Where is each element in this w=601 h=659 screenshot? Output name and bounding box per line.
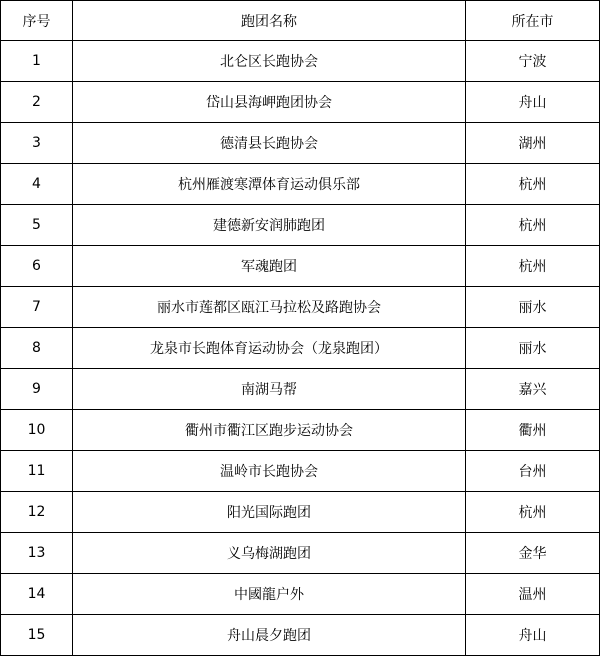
table-row — [1, 492, 600, 533]
cell-club-name: 舟山晨夕跑团 — [73, 615, 466, 656]
cell-city: 衢州 — [466, 410, 600, 451]
cell-number: 6 — [1, 246, 73, 287]
cell-club-name: 丽水市莲都区瓯江马拉松及路跑协会 — [73, 287, 466, 328]
cell-city: 丽水 — [466, 287, 600, 328]
table-row — [1, 451, 600, 492]
cell-number: 10 — [1, 410, 73, 451]
table-row — [1, 246, 600, 287]
cell-club-name: 南湖马帮 — [73, 369, 466, 410]
cell-city: 舟山 — [466, 615, 600, 656]
cell-city: 杭州 — [466, 164, 600, 205]
cell-city: 杭州 — [466, 492, 600, 533]
header-city: 所在市 — [466, 1, 600, 41]
table-row — [1, 615, 600, 656]
cell-city: 丽水 — [466, 328, 600, 369]
cell-club-name: 温岭市长跑协会 — [73, 451, 466, 492]
cell-city: 杭州 — [466, 205, 600, 246]
cell-city: 嘉兴 — [466, 369, 600, 410]
cell-number: 13 — [1, 533, 73, 574]
table-row — [1, 123, 600, 164]
cell-club-name: 衢州市衢江区跑步运动协会 — [73, 410, 466, 451]
table-row — [1, 287, 600, 328]
table-row — [1, 328, 600, 369]
cell-city: 杭州 — [466, 246, 600, 287]
cell-city: 宁波 — [466, 41, 600, 82]
cell-club-name: 中國龍户外 — [73, 574, 466, 615]
table-row — [1, 533, 600, 574]
cell-number: 2 — [1, 82, 73, 123]
cell-number: 7 — [1, 287, 73, 328]
cell-city: 台州 — [466, 451, 600, 492]
cell-club-name: 岱山县海岬跑团协会 — [73, 82, 466, 123]
header-club-name: 跑团名称 — [73, 1, 466, 41]
cell-city: 湖州 — [466, 123, 600, 164]
table-row — [1, 369, 600, 410]
cell-number: 9 — [1, 369, 73, 410]
header-number: 序号 — [1, 1, 73, 41]
cell-number: 1 — [1, 41, 73, 82]
cell-club-name: 义乌梅湖跑团 — [73, 533, 466, 574]
cell-number: 8 — [1, 328, 73, 369]
cell-club-name: 建德新安润肺跑团 — [73, 205, 466, 246]
cell-number: 4 — [1, 164, 73, 205]
cell-city: 金华 — [466, 533, 600, 574]
table-row — [1, 574, 600, 615]
cell-club-name: 北仑区长跑协会 — [73, 41, 466, 82]
table-row — [1, 164, 600, 205]
cell-city: 温州 — [466, 574, 600, 615]
cell-club-name: 阳光国际跑团 — [73, 492, 466, 533]
cell-club-name: 杭州雁渡寒潭体育运动俱乐部 — [73, 164, 466, 205]
table-header-row — [1, 1, 600, 41]
table-row — [1, 410, 600, 451]
cell-city: 舟山 — [466, 82, 600, 123]
cell-number: 12 — [1, 492, 73, 533]
cell-number: 3 — [1, 123, 73, 164]
table-row — [1, 41, 600, 82]
cell-number: 5 — [1, 205, 73, 246]
cell-club-name: 龙泉市长跑体育运动协会（龙泉跑团） — [73, 328, 466, 369]
cell-club-name: 军魂跑团 — [73, 246, 466, 287]
table-row — [1, 205, 600, 246]
table-row — [1, 82, 600, 123]
cell-number: 15 — [1, 615, 73, 656]
cell-number: 11 — [1, 451, 73, 492]
cell-club-name: 德清县长跑协会 — [73, 123, 466, 164]
cell-number: 14 — [1, 574, 73, 615]
